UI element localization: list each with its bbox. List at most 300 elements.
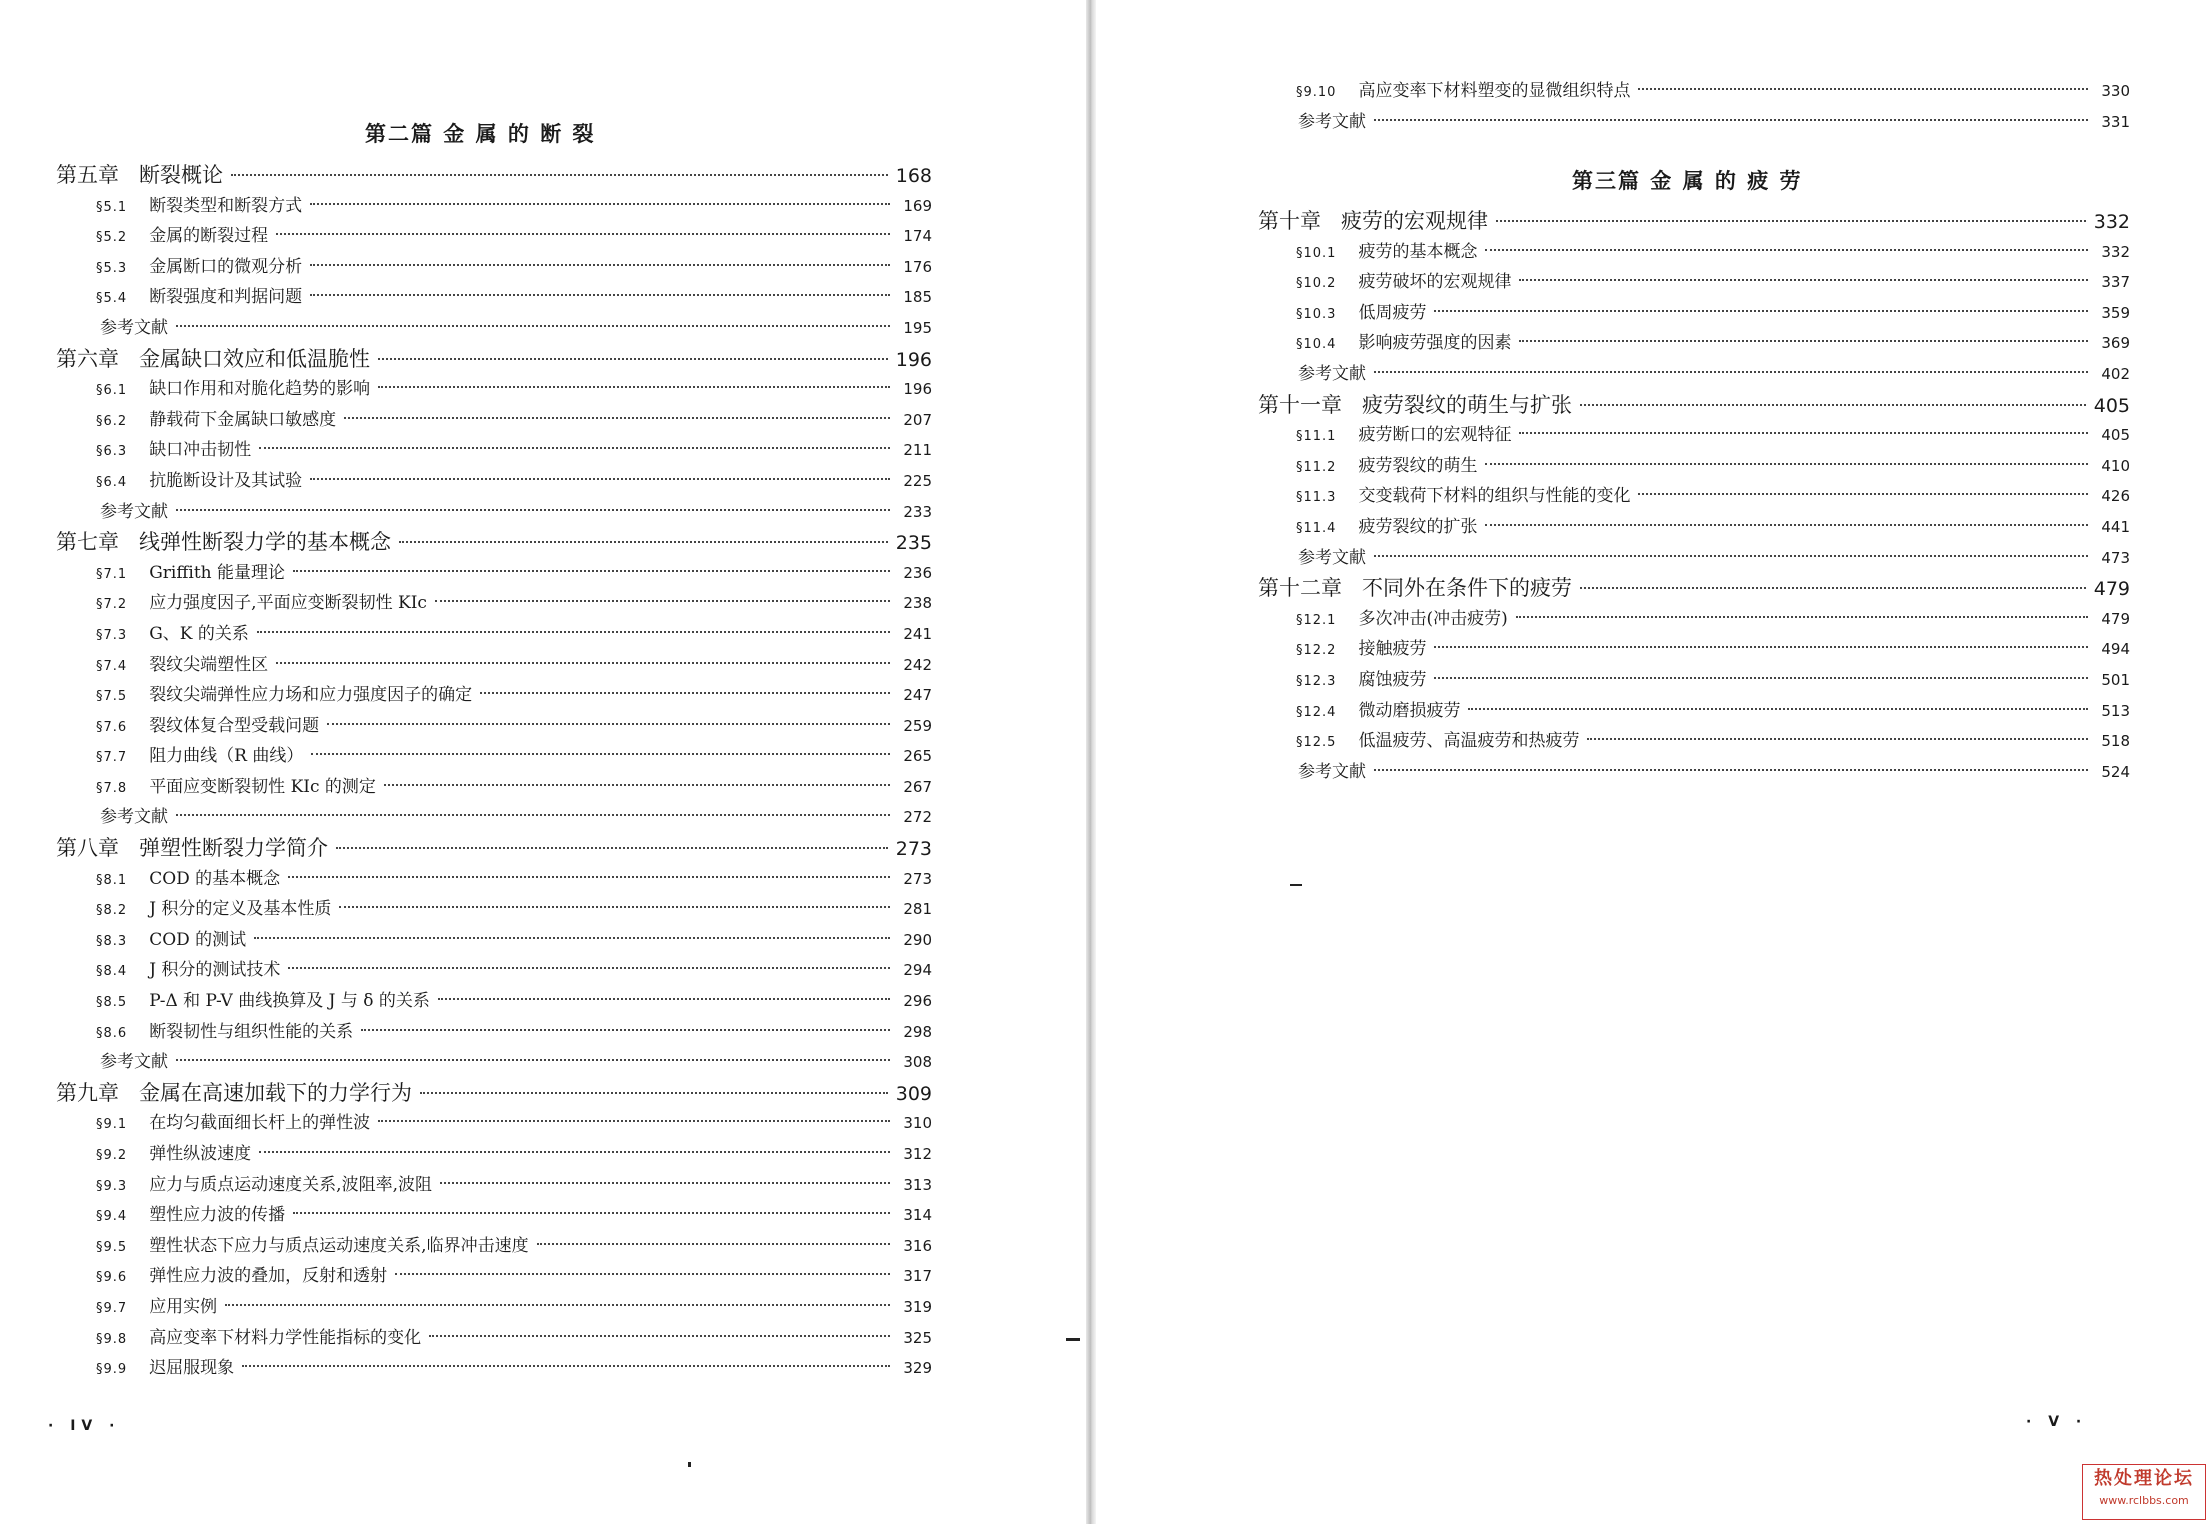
- dot-leader: [361, 1029, 890, 1031]
- dot-leader: [1638, 493, 2088, 495]
- toc-page-number: 426: [2101, 487, 2130, 506]
- toc-entry-title: 微动磨损疲劳: [1358, 700, 1461, 721]
- toc-entry-title: 疲劳的基本概念: [1358, 241, 1478, 262]
- toc-page-number: 267: [903, 777, 932, 796]
- toc-entry-title: 阻力曲线（R 曲线）: [149, 746, 304, 767]
- toc-entry-number: §11.1: [1296, 429, 1337, 445]
- dot-leader: [1434, 677, 2088, 679]
- toc-section: [1258, 726, 2130, 757]
- toc-entry-label: [1298, 757, 1366, 788]
- toc-entry-title: 裂纹尖端弹性应力场和应力强度因子的确定: [149, 685, 473, 706]
- toc-entry-label: [96, 558, 285, 591]
- toc-entry-title: 低周疲劳: [1358, 302, 1427, 323]
- toc-entry-number: §8.3: [96, 933, 128, 949]
- toc-entry-label: [96, 1170, 432, 1203]
- toc-entry-title: 疲劳裂纹的萌生与扩张: [1362, 392, 1572, 417]
- toc-entry-number: §12.1: [1296, 612, 1337, 628]
- toc-entry-title: 弹塑性断裂力学简介: [139, 836, 328, 861]
- toc-entry-title: 金属的断裂过程: [149, 226, 269, 247]
- toc-page-number: 273: [895, 838, 932, 861]
- toc-page-number: 319: [903, 1297, 932, 1316]
- dot-leader: [378, 386, 890, 388]
- toc-section: [56, 558, 932, 589]
- toc-entry-number: §9.4: [96, 1209, 128, 1225]
- toc-entry-title: 在均匀截面细长杆上的弹性波: [149, 1113, 371, 1134]
- toc-chapter: [56, 527, 932, 558]
- toc-entry-number: §7.1: [96, 566, 128, 582]
- toc-references: [1258, 359, 2130, 390]
- toc-entry-title: 平面应变断裂韧性 KIc 的测定: [149, 776, 376, 797]
- toc-entry-title: 疲劳裂纹的萌生: [1358, 455, 1478, 476]
- toc-entry-number: §10.2: [1296, 276, 1337, 292]
- toc-page-number: 236: [903, 563, 932, 582]
- dot-leader: [327, 723, 890, 725]
- toc-entry-title: 应力强度因子,平面应变断裂韧性 KIc: [149, 593, 427, 614]
- toc-entry-label: [1298, 359, 1366, 390]
- toc-entry-label: [1296, 420, 1511, 453]
- toc-entry-title: 低温疲劳、高温疲劳和热疲劳: [1358, 731, 1580, 752]
- toc-entry-number: 第六章: [56, 346, 119, 371]
- toc-page-number: 233: [903, 502, 932, 521]
- toc-page-number: 312: [903, 1145, 932, 1163]
- toc-entry-number: §8.2: [96, 903, 128, 919]
- dot-leader: [1374, 769, 2088, 771]
- toc-entry-label: [1296, 665, 1426, 698]
- toc-entry-title: J 积分的测试技术: [149, 960, 281, 981]
- toc-section: [56, 955, 932, 986]
- dot-leader: [378, 1120, 890, 1122]
- toc-page-number: 185: [903, 288, 932, 307]
- watermark-stamp: [2082, 1464, 2206, 1520]
- toc-entry-title: 影响疲劳强度的因素: [1358, 333, 1512, 354]
- dot-leader: [480, 692, 890, 694]
- toc-page-number: 310: [903, 1114, 932, 1133]
- toc-entry-title: 断裂概论: [139, 163, 223, 187]
- dot-leader: [254, 937, 890, 939]
- toc-entry-number: §7.7: [96, 750, 128, 766]
- toc-entry-number: §9.2: [96, 1148, 128, 1163]
- dot-leader: [311, 753, 890, 755]
- toc-section: [56, 405, 932, 436]
- toc-section: [56, 986, 932, 1017]
- toc-entry-label: [1296, 451, 1477, 484]
- toc-entry-title: 参考文献: [1298, 111, 1366, 132]
- toc-list-right: [1258, 206, 2130, 787]
- toc-entry-label: [96, 1231, 529, 1264]
- dot-leader: [276, 233, 890, 235]
- toc-entry-number: §8.6: [96, 1025, 128, 1041]
- toc-page-number: 330: [2101, 82, 2130, 100]
- toc-entry-number: 第八章: [56, 836, 119, 861]
- dot-leader: [1374, 555, 2088, 557]
- scan-speck: [1290, 884, 1302, 886]
- toc-section: [56, 221, 932, 252]
- toc-section: [56, 680, 932, 711]
- dot-leader: [435, 600, 890, 602]
- toc-entry-label: [96, 1353, 234, 1386]
- toc-section: [56, 435, 932, 466]
- toc-entry-label: [96, 741, 303, 774]
- toc-section: [56, 588, 932, 619]
- toc-page-number: 225: [903, 471, 932, 490]
- toc-entry-number: 第七章: [56, 530, 119, 555]
- toc-section: [1258, 481, 2130, 512]
- toc-page-number: 174: [903, 227, 932, 246]
- toc-section: [56, 1200, 932, 1231]
- toc-entry-label: [96, 1200, 285, 1233]
- toc-entry-label: [1296, 696, 1460, 729]
- toc-entry-number: §8.5: [96, 995, 128, 1011]
- toc-section: [1258, 328, 2130, 359]
- dot-leader: [339, 906, 890, 908]
- toc-page-number: 410: [2101, 456, 2130, 475]
- toc-page-number: 296: [903, 992, 932, 1011]
- dot-leader: [231, 174, 888, 176]
- toc-entry-number: §12.3: [1296, 673, 1337, 689]
- dot-leader: [395, 1273, 890, 1275]
- toc-chapter: [1258, 573, 2130, 604]
- toc-entry-label: [96, 1108, 370, 1141]
- part-title-left: 第二篇 金 属 的 断 裂: [365, 121, 596, 146]
- toc-entry-title: 参考文献: [100, 501, 168, 522]
- toc-entry-label: [96, 282, 302, 315]
- toc-section: [56, 650, 932, 681]
- toc-entry-label: [96, 772, 376, 805]
- dot-leader: [438, 998, 890, 1000]
- toc-page-number: 369: [2101, 334, 2130, 353]
- toc-page-number: 309: [895, 1082, 932, 1105]
- toc-entry-number: §9.8: [96, 1331, 128, 1347]
- toc-page-number: 518: [2101, 732, 2130, 751]
- toc-entry-number: §11.3: [1296, 490, 1337, 506]
- dot-leader: [1374, 371, 2088, 373]
- toc-section: [56, 1231, 932, 1262]
- folio-left: · IV ·: [48, 1418, 121, 1434]
- toc-entry-number: §6.2: [96, 413, 128, 429]
- dot-leader: [344, 417, 890, 419]
- toc-entry-label: [96, 374, 370, 407]
- toc-section: [1258, 451, 2130, 482]
- toc-section: [56, 1170, 932, 1201]
- dot-leader: [176, 814, 890, 816]
- toc-entry-label: [56, 1078, 412, 1109]
- toc-page-number: 294: [903, 961, 932, 980]
- toc-entry-label: [96, 252, 302, 285]
- toc-page-number: 196: [903, 380, 932, 399]
- toc-references: [56, 802, 932, 833]
- scan-speck: [1066, 1338, 1080, 1341]
- toc-section: [1258, 267, 2130, 298]
- toc-section: [56, 1261, 932, 1292]
- toc-entry-number: §6.1: [96, 383, 128, 399]
- toc-section: [56, 1108, 932, 1139]
- toc-entry-title: 塑性状态下应力与质点运动速度关系,临界冲击速度: [149, 1235, 529, 1256]
- toc-references: [56, 497, 932, 528]
- toc-entry-number: §5.1: [96, 199, 128, 215]
- toc-chapter: [56, 160, 932, 191]
- toc-page-number: 332: [2101, 242, 2130, 261]
- toc-entry-label: [96, 191, 302, 224]
- dot-leader: [420, 1092, 888, 1094]
- toc-entry-title: 疲劳的宏观规律: [1341, 209, 1488, 233]
- toc-entry-title: 金属断口的微观分析: [149, 256, 303, 277]
- toc-chapter: [56, 833, 932, 864]
- toc-entry-number: §7.6: [96, 719, 128, 735]
- toc-entry-number: §9.9: [96, 1362, 128, 1378]
- toc-entry-title: Griffith 能量理论: [149, 562, 286, 583]
- toc-chapter: [56, 344, 932, 375]
- dot-leader: [310, 264, 890, 266]
- toc-entry-label: [1296, 298, 1426, 331]
- toc-list-right-top: [1296, 76, 2130, 137]
- folio-right: · V ·: [2026, 1414, 2088, 1430]
- toc-entry-title: J 积分的定义及基本性质: [149, 899, 332, 920]
- toc-page-number: 298: [903, 1022, 932, 1041]
- toc-section: [56, 1292, 932, 1323]
- toc-entry-title: 参考文献: [1298, 547, 1366, 568]
- dot-leader: [1434, 310, 2088, 312]
- toc-entry-label: [100, 497, 168, 528]
- toc-section: [56, 466, 932, 497]
- toc-entry-label: [96, 986, 430, 1019]
- toc-page-number: 290: [903, 930, 932, 949]
- toc-references: [1258, 757, 2130, 788]
- toc-entry-label: [96, 1139, 251, 1172]
- toc-entry-label: [100, 1047, 168, 1078]
- dot-leader: [225, 1304, 890, 1306]
- toc-page-number: 196: [895, 348, 932, 371]
- toc-page-number: 281: [903, 900, 932, 919]
- dot-leader: [259, 1151, 890, 1153]
- toc-entry-title: 不同外在条件下的疲劳: [1362, 576, 1572, 601]
- toc-entry-title: COD 的测试: [149, 929, 247, 950]
- toc-entry-title: 缺口作用和对脆化趋势的影响: [149, 379, 371, 400]
- toc-entry-label: [96, 619, 249, 652]
- toc-page-number: 272: [903, 808, 932, 827]
- toc-page-number: 259: [903, 716, 932, 735]
- toc-page-number: 176: [903, 257, 932, 276]
- toc-entry-label: [56, 344, 370, 375]
- toc-entry-title: 断裂强度和判据问题: [149, 287, 303, 308]
- toc-entry-label: [1296, 267, 1511, 300]
- dot-leader: [1587, 738, 2088, 740]
- toc-entry-number: §10.1: [1296, 245, 1337, 261]
- dot-leader: [1580, 587, 2086, 589]
- toc-entry-title: 弹性应力波的叠加，反射和透射: [149, 1266, 388, 1287]
- toc-page-number: 329: [903, 1359, 932, 1378]
- toc-entry-label: [1258, 573, 1572, 604]
- toc-entry-label: [96, 405, 336, 438]
- toc-page-number: 325: [903, 1328, 932, 1347]
- toc-page-number: 332: [2093, 211, 2130, 233]
- dot-leader: [176, 1059, 890, 1061]
- toc-list-left: [56, 160, 932, 1384]
- toc-entry-number: §11.2: [1296, 459, 1337, 475]
- toc-entry-title: 缺口冲击韧性: [149, 440, 252, 461]
- dot-leader: [384, 784, 890, 786]
- toc-page-number: 405: [2101, 426, 2130, 445]
- toc-page-number: 501: [2101, 670, 2130, 689]
- toc-entry-title: 金属在高速加载下的力学行为: [139, 1080, 412, 1105]
- dot-leader: [1485, 524, 2088, 526]
- toc-entry-title: 参考文献: [100, 807, 168, 828]
- toc-chapter: [1258, 206, 2130, 237]
- toc-entry-label: [1298, 107, 1366, 138]
- toc-entry-number: §11.4: [1296, 520, 1337, 536]
- toc-section: [1258, 665, 2130, 696]
- toc-entry-title: G、K 的关系: [149, 623, 249, 644]
- dot-leader: [336, 847, 888, 849]
- toc-references: [1258, 543, 2130, 574]
- toc-entry-title: 断裂类型和断裂方式: [149, 195, 303, 216]
- toc-entry-label: [1296, 237, 1477, 270]
- toc-entry-label: [1296, 481, 1630, 514]
- dot-leader: [310, 294, 890, 296]
- toc-entry-label: [96, 466, 302, 499]
- part-title-right: 第三篇 金 属 的 疲 劳: [1572, 168, 1803, 193]
- toc-entry-title: 断裂韧性与组织性能的关系: [149, 1021, 354, 1042]
- toc-entry-title: 弹性纵波速度: [149, 1144, 252, 1164]
- dot-leader: [1485, 249, 2088, 251]
- dot-leader: [1434, 646, 2088, 648]
- dot-leader: [288, 876, 890, 878]
- toc-entry-number: §9.3: [96, 1178, 128, 1194]
- toc-entry-label: [96, 1292, 217, 1325]
- toc-page-number: 337: [2101, 273, 2130, 292]
- toc-entry-label: [1296, 634, 1426, 667]
- toc-section: [1258, 604, 2130, 635]
- toc-page-number: 316: [903, 1236, 932, 1255]
- toc-entry-number: §7.4: [96, 658, 128, 674]
- toc-entry-title: 参考文献: [1298, 761, 1366, 782]
- toc-entry-title: 腐蚀疲劳: [1358, 669, 1427, 690]
- toc-entry-number: 第十一章: [1258, 392, 1342, 417]
- toc-section: [1258, 512, 2130, 543]
- toc-page-number: 313: [903, 1175, 932, 1194]
- toc-entry-label: [96, 864, 280, 897]
- toc-entry-title: 参考文献: [100, 317, 168, 338]
- dot-leader: [310, 203, 890, 205]
- toc-page-number: 241: [903, 624, 932, 643]
- toc-entry-title: 疲劳裂纹的扩张: [1358, 516, 1478, 537]
- toc-section: [56, 282, 932, 313]
- toc-entry-label: [100, 313, 168, 344]
- toc-page-number: 402: [2101, 364, 2130, 383]
- toc-entry-label: [56, 833, 328, 864]
- toc-section: [56, 1139, 932, 1170]
- toc-references: [1296, 107, 2130, 138]
- dot-leader: [276, 662, 890, 664]
- toc-page-number: 207: [903, 410, 932, 429]
- toc-entry-label: [1296, 512, 1477, 545]
- toc-entry-number: §12.2: [1296, 643, 1337, 659]
- dot-leader: [293, 570, 890, 572]
- toc-entry-number: §9.5: [96, 1239, 128, 1255]
- toc-chapter: [1258, 390, 2130, 421]
- toc-page-number: 238: [903, 594, 932, 613]
- toc-section: [56, 894, 932, 925]
- toc-entry-number: 第十章: [1258, 209, 1321, 233]
- dot-leader: [1516, 616, 2088, 618]
- dot-leader: [257, 631, 890, 633]
- dot-leader: [310, 478, 890, 480]
- toc-entry-label: [96, 221, 268, 254]
- dot-leader: [1374, 119, 2088, 121]
- toc-entry-label: [96, 1017, 353, 1050]
- toc-entry-title: 高应变率下材料力学性能指标的变化: [149, 1327, 422, 1348]
- toc-entry-title: 疲劳断口的宏观特征: [1358, 425, 1512, 446]
- toc-entry-number: §9.6: [96, 1270, 128, 1286]
- toc-page-number: 479: [2093, 578, 2130, 601]
- toc-page-number: 168: [895, 165, 932, 187]
- toc-entry-label: [1296, 328, 1511, 361]
- toc-section: [56, 925, 932, 956]
- toc-section: [56, 252, 932, 283]
- toc-page-number: 211: [903, 441, 932, 460]
- toc-page-number: 441: [2101, 517, 2130, 536]
- toc-section: [1258, 634, 2130, 665]
- toc-entry-number: 第九章: [56, 1080, 119, 1105]
- toc-entry-title: COD 的基本概念: [149, 868, 281, 889]
- toc-entry-title: 高应变率下材料塑变的显微组织特点: [1358, 81, 1631, 101]
- toc-entry-number: 第十二章: [1258, 576, 1342, 601]
- dot-leader: [1485, 463, 2088, 465]
- dot-leader: [399, 541, 888, 543]
- dot-leader: [440, 1182, 890, 1184]
- toc-entry-label: [96, 435, 251, 468]
- dot-leader: [176, 509, 890, 511]
- toc-entry-label: [96, 1323, 421, 1356]
- toc-entry-title: 线弹性断裂力学的基本概念: [139, 530, 391, 555]
- dot-leader: [1496, 220, 2086, 222]
- toc-page-number: 405: [2093, 394, 2130, 417]
- toc-entry-number: §8.4: [96, 964, 128, 980]
- toc-section: [56, 1017, 932, 1048]
- toc-entry-label: [100, 802, 168, 833]
- watermark-title: 热处理论坛: [2094, 1468, 2194, 1489]
- dot-leader: [288, 967, 890, 969]
- toc-entry-label: [96, 711, 319, 744]
- toc-page-number: 273: [903, 869, 932, 888]
- toc-section: [56, 864, 932, 895]
- toc-entry-number: §7.3: [96, 627, 128, 643]
- toc-entry-label: [96, 894, 331, 927]
- toc-entry-number: §9.7: [96, 1300, 128, 1316]
- toc-entry-number: §5.2: [96, 230, 128, 246]
- toc-page-number: 473: [2101, 548, 2130, 567]
- toc-entry-title: 抗脆断设计及其试验: [149, 470, 303, 491]
- toc-entry-title: 接触疲劳: [1358, 639, 1427, 660]
- book-gutter: [1086, 0, 1096, 1524]
- toc-entry-title: 裂纹尖端塑性区: [149, 654, 269, 675]
- toc-section: [56, 191, 932, 222]
- toc-entry-title: 迟屈服现象: [149, 1358, 235, 1379]
- toc-entry-number: §8.1: [96, 872, 128, 888]
- toc-section: [56, 741, 932, 772]
- toc-entry-number: §6.3: [96, 444, 128, 460]
- toc-section: [56, 1323, 932, 1354]
- toc-entry-number: §12.5: [1296, 735, 1337, 751]
- toc-entry-number: §10.3: [1296, 306, 1337, 322]
- right-page: [1096, 0, 2212, 1524]
- toc-page-number: 314: [903, 1206, 932, 1225]
- toc-page-number: 265: [903, 747, 932, 766]
- toc-entry-number: §5.3: [96, 260, 128, 276]
- toc-entry-label: [96, 680, 472, 713]
- dot-leader: [1468, 708, 2088, 710]
- toc-entry-number: §9.10: [1296, 85, 1337, 100]
- toc-references: [56, 313, 932, 344]
